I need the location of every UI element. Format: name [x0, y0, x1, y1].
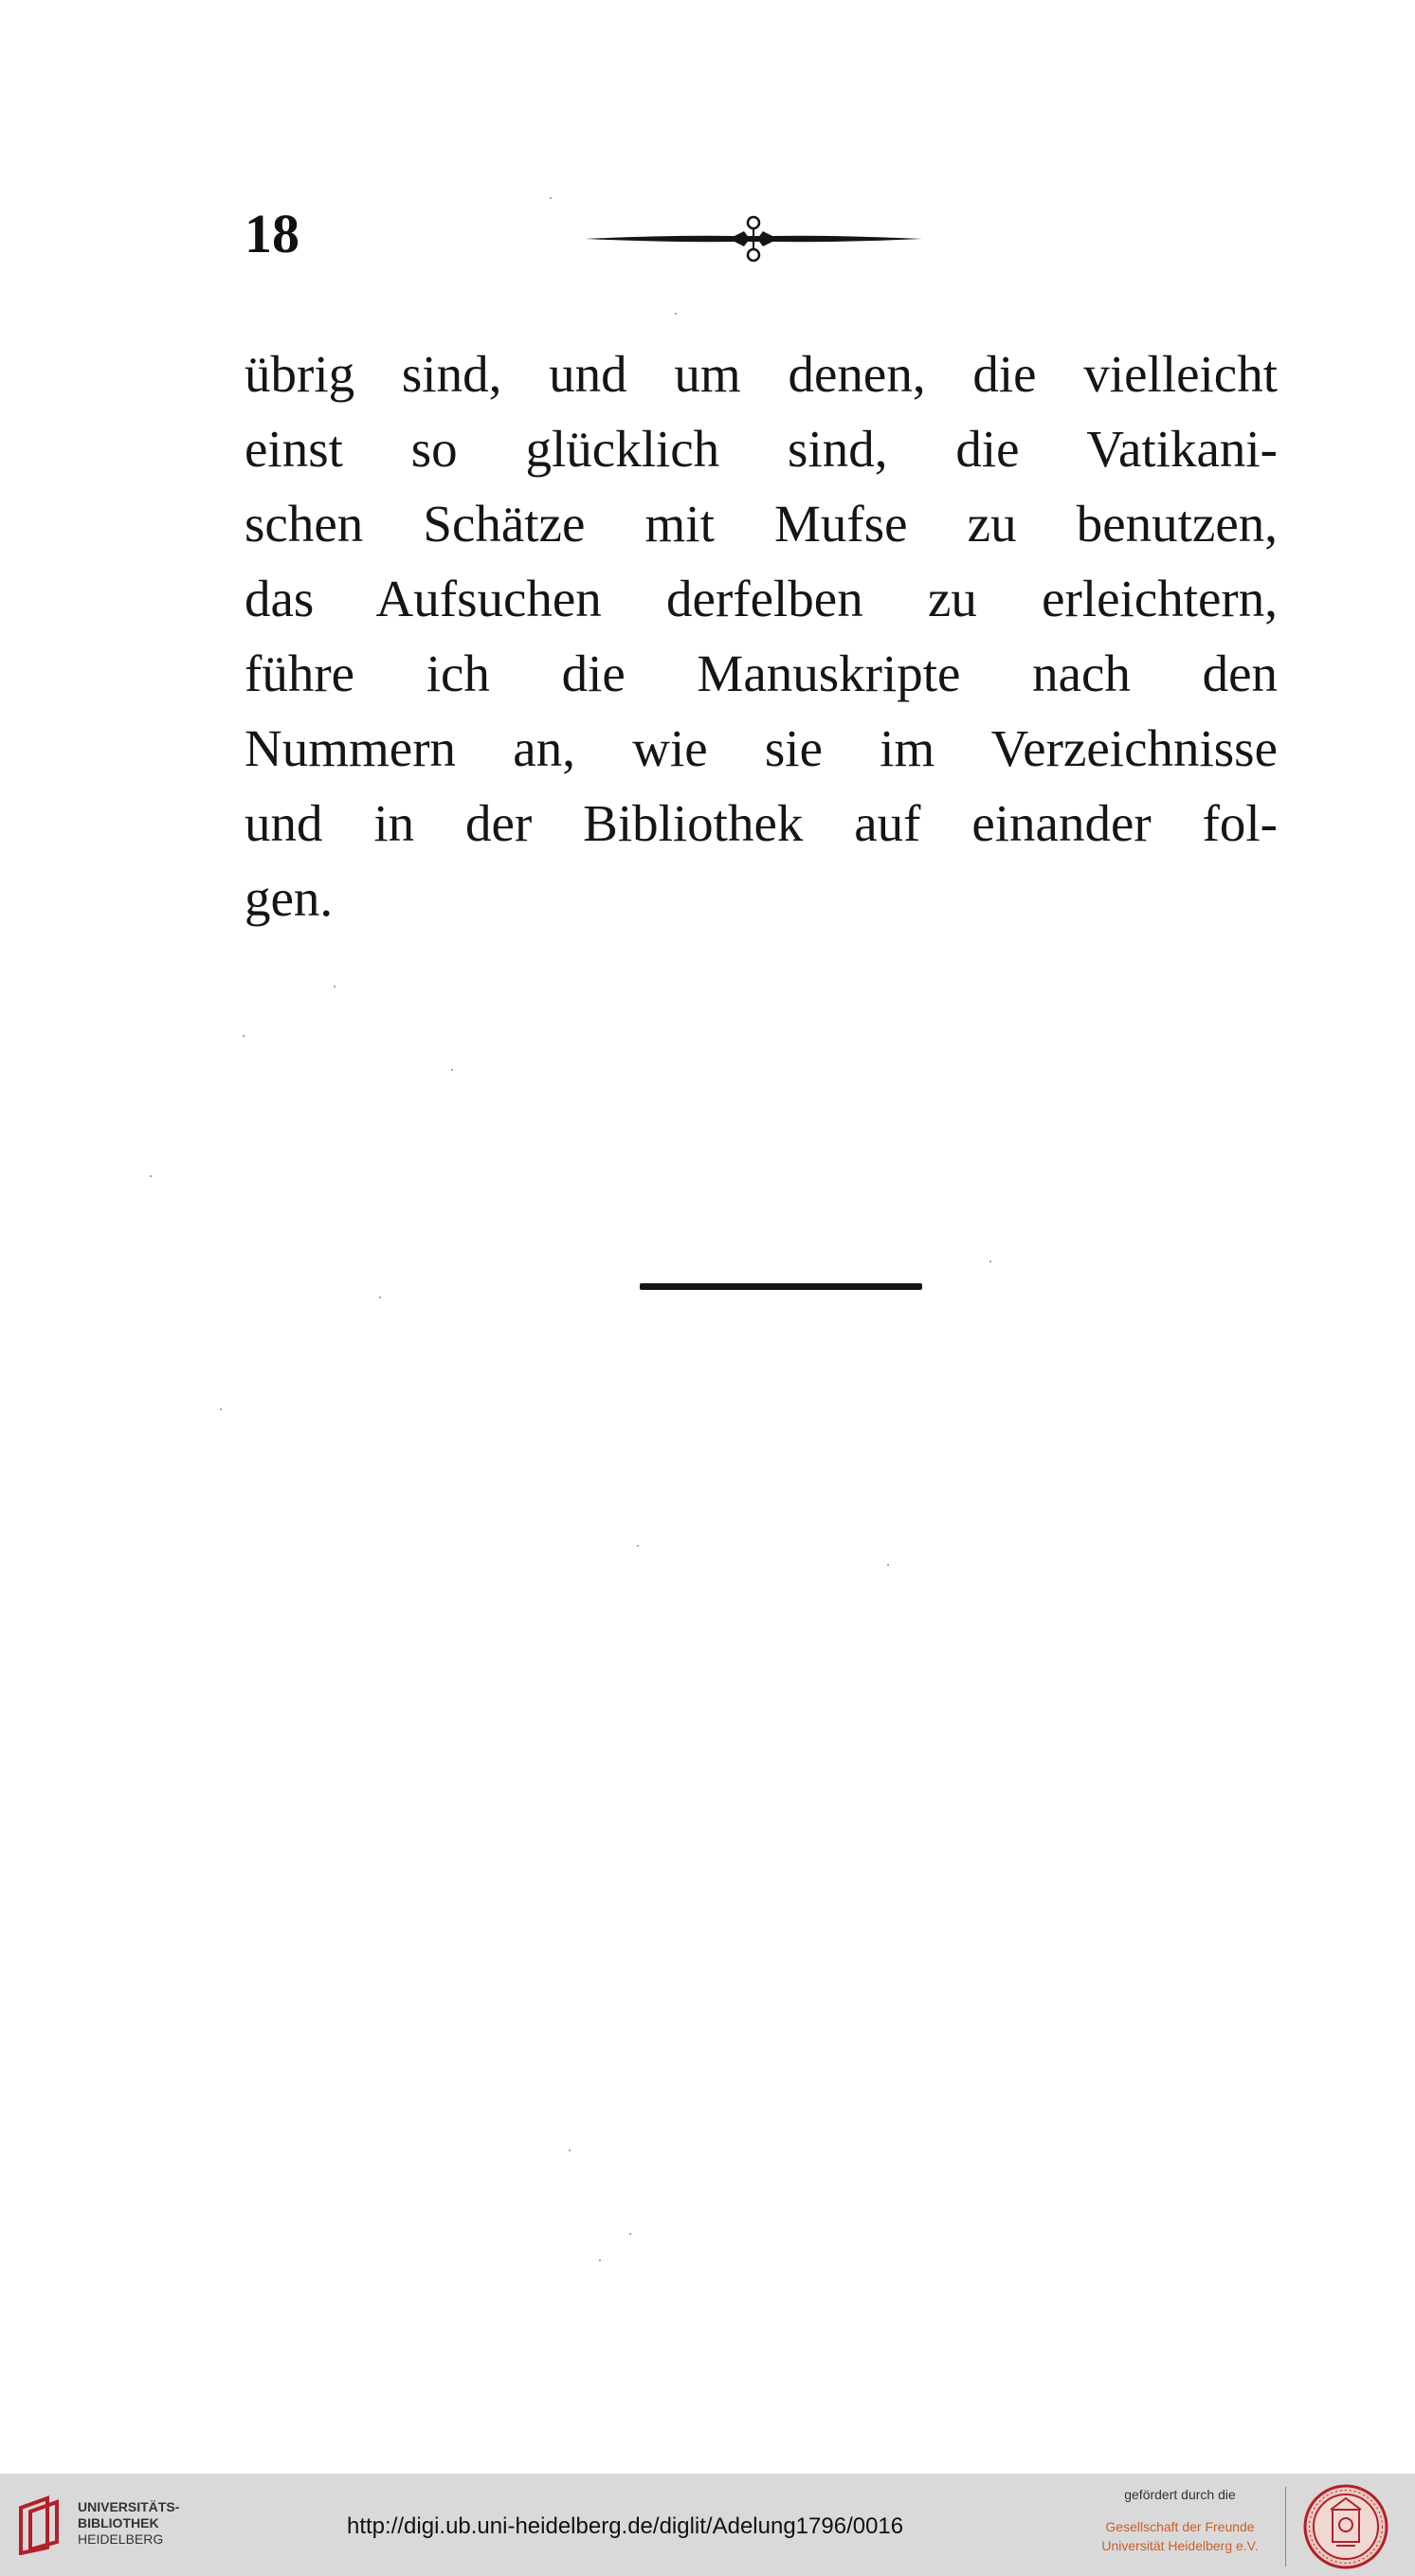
scan-speck	[150, 1175, 152, 1177]
sponsor-name-line-2: Universität Heidelberg e.V.	[1101, 2538, 1259, 2553]
text-line-4: das Aufsuchen derfelben zu erleichtern,	[245, 570, 1278, 627]
library-name-line-1: UNIVERSITÄTS-	[78, 2499, 180, 2514]
scan-speck	[550, 197, 552, 199]
sponsor-name-line-1: Gesellschaft der Freunde	[1105, 2519, 1255, 2534]
sponsor-divider	[1285, 2487, 1286, 2567]
text-line-7: und in der Bibliothek auf einander fol-	[245, 794, 1278, 852]
library-name-line-3: HEIDELBERG	[78, 2531, 164, 2547]
text-line-1: übrig sind, und um denen, die vielleicht	[245, 345, 1278, 403]
scan-speck	[334, 986, 336, 988]
sponsor-credit	[1092, 2485, 1268, 2555]
university-seal-icon	[1302, 2483, 1389, 2570]
scan-speck	[629, 2233, 631, 2235]
text-line-3: schen Schätze mit Mufse zu benutzen,	[245, 495, 1278, 553]
body-text	[245, 336, 1278, 935]
scan-speck	[599, 2259, 601, 2261]
text-line-8: gen.	[245, 869, 334, 927]
closing-rule	[640, 1283, 922, 1290]
scan-speck	[637, 1545, 639, 1547]
permalink-url[interactable]: http://digi.ub.uni-heidelberg.de/diglit/Adelung1796/0016	[347, 2513, 904, 2539]
university-library-name	[78, 2499, 179, 2548]
scan-speck	[675, 313, 677, 315]
text-line-2: einst so glücklich sind, die Vatikani-	[245, 420, 1278, 478]
scan-speck	[569, 2150, 571, 2151]
scan-speck	[379, 1297, 381, 1298]
scan-speck	[243, 1035, 245, 1037]
library-name-line-2: BIBLIOTHEK	[78, 2515, 159, 2531]
scan-speck	[887, 1564, 889, 1566]
page-number: 18	[245, 203, 299, 264]
university-library-logo-icon	[15, 2494, 70, 2555]
sponsor-intro: gefördert durch die	[1124, 2487, 1236, 2502]
text-line-6: Nummern an, wie sie im Verzeichnisse	[245, 719, 1278, 777]
scan-speck	[220, 1408, 222, 1410]
text-line-5: führe ich die Manuskripte nach den	[245, 644, 1278, 702]
ornament-divider	[583, 210, 924, 267]
footer-bar	[0, 2474, 1415, 2576]
scan-speck	[451, 1069, 453, 1071]
scan-speck	[989, 1261, 991, 1262]
